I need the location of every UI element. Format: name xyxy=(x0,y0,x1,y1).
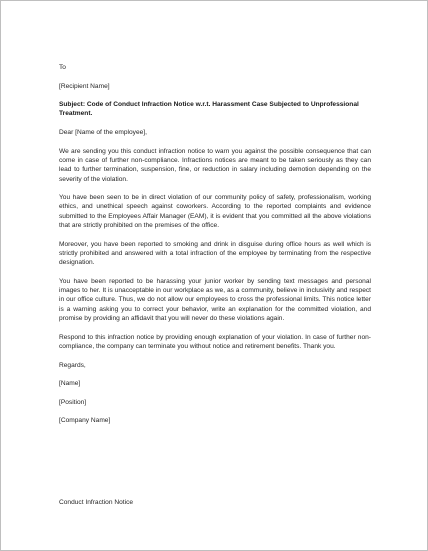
sender-name: [Name] xyxy=(59,380,81,388)
subject-line: Subject: Code of Conduct Infraction Notice w.r.t. Harassment Case Subjected to Unprofessional Treatment. xyxy=(59,101,359,118)
salutation: Dear [Name of the employee], xyxy=(59,129,147,137)
paragraph-5: Respond to this infraction notice by providing enough explanation of your violation. In case of further non-compliance, the company can terminate you without notice and retirement benefits. Thank you. xyxy=(59,333,371,350)
sender-company: [Company Name] xyxy=(59,417,111,425)
paragraph-1: We are sending you this conduct infraction notice to warn you against the possible consequence that can come in case of further non-compliance. Infractions notices are meant to be taken seriously as they can lead to further termination, suspension, fine, or reduction in salary including demotion depending on the severity of the violation. xyxy=(59,147,371,183)
recipient-name: [Recipient Name] xyxy=(59,82,110,90)
paragraph-2: You have been seen to be in direct violation of our community policy of safety, professionalism, working ethics, and unethical speech against coworkers. According to the reported complaints and evidence submitted to the Employees Affair Manager (EAM), it is evident that you committed all the above violations that are strictly prohibited on the premises of the office. xyxy=(59,194,371,230)
closing: Regards, xyxy=(59,361,86,369)
paragraph-4: You have been reported to be harassing your junior worker by sending text messages and personal images to her. It is unacceptable in our workplace as we, as a community, believe in inclusivity and respect in our office culture. Thus, we do not allow our employees to cross the professional limits. This notice letter is a warning asking you to correct your behavior, write an explanation for the committed violation, and promise by providing an affidavit that you will never do these violations again. xyxy=(59,277,371,323)
page-footer: Conduct Infraction Notice xyxy=(59,499,134,506)
letter-body xyxy=(59,63,371,435)
to-label: To xyxy=(59,64,66,71)
paragraph-3: Moreover, you have been reported to smoking and drink in disguise during office hours as well which is strictly prohibited and answered with a total infraction of the employee by terminating from the respective designation. xyxy=(59,240,371,267)
sender-position: [Position] xyxy=(59,398,87,406)
